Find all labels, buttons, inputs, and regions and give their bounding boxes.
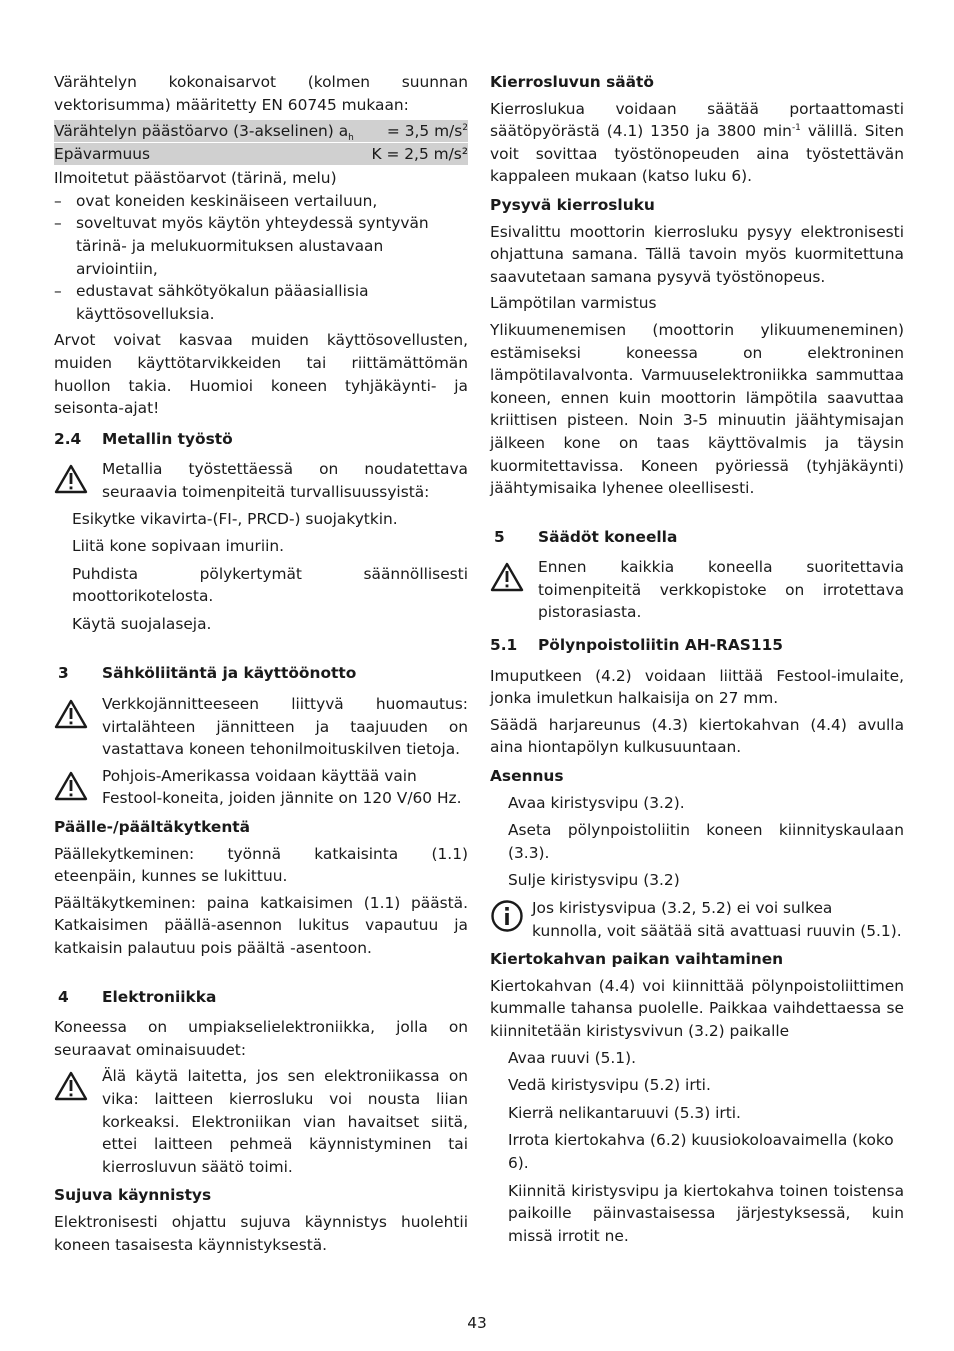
uncertainty-value: K = 2,5 m/s² <box>371 145 468 164</box>
vibration-sub: h <box>348 133 354 144</box>
list-item: Avaa kiristysvipu (3.2). <box>508 793 685 812</box>
vibration-value: = 3,5 m/s <box>386 122 463 141</box>
list-item: Aseta pölynpoistoliitin koneen kiinnityskaulaan (3.3). <box>508 821 904 862</box>
uncertainty-label: Epävarmuus <box>54 145 151 164</box>
warning-icon <box>54 458 102 501</box>
handle-heading: Kiertokahvan paikan vaihtaminen <box>490 950 784 969</box>
section-heading-5: 5 Säädöt koneella <box>494 527 678 546</box>
list-item: Kierrä nelikantaruuvi (5.3) irti. <box>508 1103 741 1122</box>
list-item: – ovat koneiden keskinäiseen vertailuun, <box>54 191 378 210</box>
left-column <box>54 71 468 1260</box>
declared-values: Ilmoitetut päästöarvot (tärinä, melu) <box>54 169 337 188</box>
brush-adjust-text: Säädä harjareunus (4.3) kiertokahvan (4.4) avulla aina hiontapölyn kulkusuuntaan. <box>490 715 904 757</box>
warning-block: Älä käytä laitetta, jos sen elektroniikassa on vika: laitteen kierrosluku voi nousta liian korkeaksi. Elektroniikan vian havaitset siitä, ettei laitteen pehmeä käynnistyminen tai kierrosluvun säätö toimi. <box>54 1065 468 1178</box>
constant-speed-heading: Pysyvä kierrosluku <box>490 195 655 214</box>
switch-heading: Päälle-/päältäkytkentä <box>54 818 251 837</box>
list-item: Puhdista pölykertymät säännöllisesti moottorikotelosta. <box>72 564 468 606</box>
vibration-sup: 2 <box>462 123 468 134</box>
right-column <box>490 71 904 1252</box>
list-item: Vedä kiristysvipu (5.2) irti. <box>508 1076 711 1095</box>
handle-text: Kiertokahvan (4.4) voi kiinnittää pölynpoistoliittimen kummalle tahansa puolelle. Paikkaa vaihdettaessa se kiinnitetään kiristysvivun (3.2) paikalle <box>490 976 904 1040</box>
info-block: Jos kiristysvipua (3.2, 5.2) ei voi sulkea kunnolla, voit säätää sitä avattuasi ruuvin (5.1). <box>490 897 904 942</box>
list-item: – soveltuvat myös käytön yhteydessä syntyvän tärinä- ja melukuormituksen alustavaan arviointiin, <box>54 214 429 278</box>
switch-on-text: Päällekytkeminen: työnnä katkaisinta (1.1) eteenpäin, kunnes se lukittuu. <box>54 844 468 886</box>
list-item: Kiinnitä kiristysvipu ja kiertokahva toinen toistensa paikoille päinvastaisessa järjestyksessä, kuin missä irrotit ne. <box>508 1181 904 1245</box>
soft-start-heading: Sujuva käynnistys <box>54 1186 212 1205</box>
switch-off-text: Päältäkytkeminen: paina katkaisimen (1.1) päästä. Katkaisimen päällä-asennon lukitus vapautuu ja katkaisin palautuu pois päältä -asentoon. <box>54 893 468 957</box>
soft-start-text: Elektronisesti ohjattu sujuva käynnistys huolehtii koneen tasaisesta käynnistyksestä. <box>54 1212 468 1254</box>
section-heading-2-4: 2.4 Metallin työstö <box>54 429 233 448</box>
list-item: Esikytke vikavirta-(FI-, PRCD-) suojakytkin. <box>72 509 398 528</box>
warning-block: Ennen kaikkia koneella suoritettavia toimenpiteitä verkkopistoke on irrotettava pistorasiasta. <box>490 556 904 624</box>
speed-heading: Kierrosluvun säätö <box>490 73 654 91</box>
electronics-intro: Koneessa on umpiakselielektroniikka, jolla on seuraavat ominaisuudet: <box>54 1018 468 1059</box>
vibration-label: Värähtelyn päästöarvo (3-akselinen) a <box>54 122 349 141</box>
warning-icon <box>54 765 102 808</box>
info-icon <box>490 897 538 940</box>
list-item: Sulje kiristysvipu (3.2) <box>508 871 680 890</box>
list-item: – edustavat sähkötyökalun pääasiallisia käyttösovelluksia. <box>54 282 369 323</box>
speed-text: Kierroslukua voidaan säätää portaattomasti säätöpyörästä (4.1) 1350 ja 3800 $\min^{-1}$ välillä. Siten voit sovittaa työstönopeuden aina työstettävän kappaleen mukaan (katso luku 6). <box>490 99 904 186</box>
list-item: Käytä suojalaseja. <box>72 614 212 633</box>
warning-block: Metallia työstettäessä on noudatettava seuraavia toimenpiteitä turvallisuussyistä: <box>54 458 468 503</box>
page-number: 43 <box>467 1314 487 1332</box>
mounting-heading: Asennus <box>490 767 564 786</box>
warning-block: Verkkojännitteeseen liittyvä huomautus: virtalähteen jännitteen ja taajuuden on vastattava koneen tehonilmoituskilven tietoja. <box>54 693 468 761</box>
section-heading-5-1: 5.1 Pölynpoistoliitin AH-RAS115 <box>490 636 784 655</box>
constant-speed-text: Esivalittu moottorin kierrosluku pysyy elektronisesti ohjattuna samana. Tällä tavoin myös kuormitettuna saavutetaan samana pysyvä työstönopeus. <box>490 222 904 286</box>
warning-block: Pohjois-Amerikassa voidaan käyttää vain Festool-koneita, joiden jännite on 120 V/60 Hz. <box>54 765 468 810</box>
dust-connector-text: Imuputkeen (4.2) voidaan liittää Festool-imulaite, jonka imuletkun halkaisija on 27 mm. <box>490 666 904 708</box>
vibration-emission-row <box>54 120 468 142</box>
temperature-text: Ylikuumenemisen (moottorin ylikuumeneminen) estämiseksi koneessa on elektroninen lämpötilavalvonta. Varmuuselektroniikka sammuttaa koneen, ennen kuin moottorin lämpötila saavuttaa kriittisen pisteen. Noin 3-5 minuutin jäähtymisajan jälkeen kone on taas käyttövalmis ja täysin kuormitettavissa. Koneen pyöriessä (tyhjäkäynti) jäähtymisaika lyhenee oleellisesti. <box>490 320 904 498</box>
list-item: Avaa ruuvi (5.1). <box>508 1048 636 1067</box>
temperature-heading: Lämpötilan varmistus <box>490 294 657 313</box>
values-note: Arvot voivat kasvaa muiden käyttösovellusten, muiden käyttötarvikkeiden tai riittämättömän huollon takia. Huomioi koneen tyhjäkäynti- ja seisonta-ajat! <box>54 331 468 418</box>
section-heading-4: 4 Elektroniikka <box>58 987 217 1006</box>
section-heading-3: 3 Sähköliitäntä ja käyttöönotto <box>58 664 357 683</box>
list-item: Irrota kiertokahva (6.2) kuusiokoloavaimella (koko 6). <box>508 1131 894 1172</box>
list-item: Liitä kone sopivaan imuriin. <box>72 537 285 556</box>
warning-icon <box>54 693 102 736</box>
vibration-intro: Värähtelyn kokonaisarvot (kolmen suunnan vektorisumma) määritetty EN 60745 mukaan: <box>54 73 468 114</box>
warning-icon <box>54 1065 102 1108</box>
uncertainty-row <box>54 143 468 165</box>
warning-icon <box>490 556 538 599</box>
